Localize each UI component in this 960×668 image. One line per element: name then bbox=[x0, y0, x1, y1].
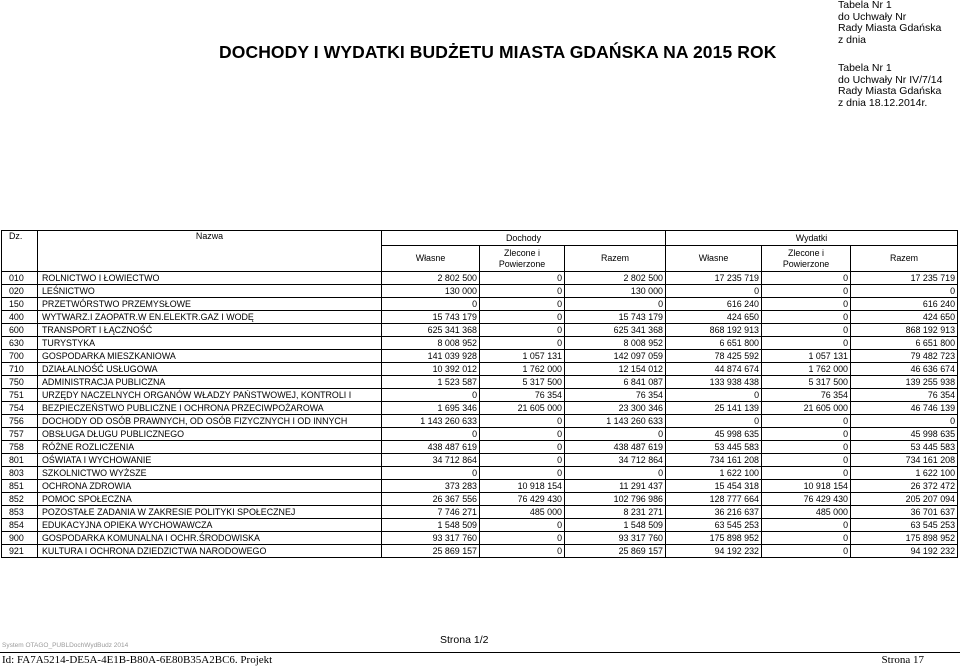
annex-note-line: Tabela Nr 1 bbox=[838, 62, 892, 74]
row-dochody-razem: 625 341 368 bbox=[565, 324, 666, 337]
annex-note-previous bbox=[838, 63, 942, 109]
row-name: URZĘDY NACZELNYCH ORGANÓW WŁADZY PAŃSTWOWEJ, KONTROLI I bbox=[38, 389, 382, 402]
table-row bbox=[2, 519, 958, 532]
row-wydatki-razem: 424 650 bbox=[851, 311, 958, 324]
annex-note-line: Rady Miasta Gdańska bbox=[838, 85, 942, 98]
row-dochody-wlasne: 0 bbox=[382, 389, 480, 402]
row-dochody-zlecone: 0 bbox=[480, 428, 565, 441]
table-row bbox=[2, 376, 958, 389]
row-wydatki-wlasne: 53 445 583 bbox=[666, 441, 762, 454]
row-name: LEŚNICTWO bbox=[38, 285, 382, 298]
annex-note-line: z dnia 18.12.2014r. bbox=[838, 96, 928, 109]
row-dochody-zlecone: 0 bbox=[480, 272, 565, 285]
row-wydatki-razem: 79 482 723 bbox=[851, 350, 958, 363]
row-dochody-zlecone: 1 057 131 bbox=[480, 350, 565, 363]
row-wydatki-wlasne: 15 454 318 bbox=[666, 480, 762, 493]
row-wydatki-razem: 734 161 208 bbox=[851, 454, 958, 467]
row-wydatki-razem: 63 545 253 bbox=[851, 519, 958, 532]
table-row bbox=[2, 272, 958, 285]
row-dz: 900 bbox=[2, 532, 38, 545]
row-name: SZKOLNICTWO WYŻSZE bbox=[38, 467, 382, 480]
row-wydatki-wlasne: 0 bbox=[666, 285, 762, 298]
row-dz: 851 bbox=[2, 480, 38, 493]
row-dochody-razem: 93 317 760 bbox=[565, 532, 666, 545]
row-wydatki-wlasne: 44 874 674 bbox=[666, 363, 762, 376]
col-header-nazwa: Nazwa bbox=[38, 231, 382, 272]
col-header-wydatki-zlecone: Zlecone i Powierzone bbox=[762, 246, 851, 272]
row-name: ADMINISTRACJA PUBLICZNA bbox=[38, 376, 382, 389]
row-wydatki-zlecone: 0 bbox=[762, 298, 851, 311]
row-dz: 751 bbox=[2, 389, 38, 402]
row-dochody-zlecone: 0 bbox=[480, 324, 565, 337]
row-dochody-wlasne: 130 000 bbox=[382, 285, 480, 298]
row-wydatki-wlasne: 175 898 952 bbox=[666, 532, 762, 545]
col-header-wydatki-razem: Razem bbox=[851, 246, 958, 272]
row-wydatki-wlasne: 6 651 800 bbox=[666, 337, 762, 350]
row-dochody-wlasne: 10 392 012 bbox=[382, 363, 480, 376]
row-dz: 020 bbox=[2, 285, 38, 298]
row-dochody-razem: 11 291 437 bbox=[565, 480, 666, 493]
row-wydatki-zlecone: 1 762 000 bbox=[762, 363, 851, 376]
row-dochody-zlecone: 1 762 000 bbox=[480, 363, 565, 376]
col-header-dz: Dz. bbox=[2, 231, 38, 272]
table-row bbox=[2, 363, 958, 376]
row-wydatki-razem: 1 622 100 bbox=[851, 467, 958, 480]
system-stamp: System OTAGO_PUBLDochWydBudz 2014 bbox=[2, 642, 129, 649]
table-row bbox=[2, 532, 958, 545]
row-wydatki-zlecone: 0 bbox=[762, 428, 851, 441]
row-wydatki-wlasne: 1 622 100 bbox=[666, 467, 762, 480]
row-dochody-zlecone: 76 429 430 bbox=[480, 493, 565, 506]
row-wydatki-zlecone: 76 354 bbox=[762, 389, 851, 402]
row-dochody-razem: 34 712 864 bbox=[565, 454, 666, 467]
row-wydatki-wlasne: 17 235 719 bbox=[666, 272, 762, 285]
row-name: TRANSPORT I ŁĄCZNOŚĆ bbox=[38, 324, 382, 337]
row-dz: 750 bbox=[2, 376, 38, 389]
row-dochody-zlecone: 0 bbox=[480, 311, 565, 324]
row-wydatki-wlasne: 94 192 232 bbox=[666, 545, 762, 558]
row-dochody-wlasne: 1 143 260 633 bbox=[382, 415, 480, 428]
table-row bbox=[2, 441, 958, 454]
annex-note-line: do Uchwały Nr IV/7/14 bbox=[838, 73, 943, 86]
row-wydatki-razem: 616 240 bbox=[851, 298, 958, 311]
row-wydatki-zlecone: 0 bbox=[762, 519, 851, 532]
budget-table bbox=[1, 230, 958, 558]
row-dochody-wlasne: 141 039 928 bbox=[382, 350, 480, 363]
row-wydatki-razem: 17 235 719 bbox=[851, 272, 958, 285]
row-wydatki-wlasne: 25 141 139 bbox=[666, 402, 762, 415]
row-dz: 921 bbox=[2, 545, 38, 558]
row-dochody-wlasne: 625 341 368 bbox=[382, 324, 480, 337]
row-dochody-wlasne: 93 317 760 bbox=[382, 532, 480, 545]
row-dochody-wlasne: 2 802 500 bbox=[382, 272, 480, 285]
footer-page-number: Strona 17 bbox=[881, 654, 924, 666]
row-wydatki-razem: 53 445 583 bbox=[851, 441, 958, 454]
annex-note-line: z dnia bbox=[838, 33, 867, 46]
row-dochody-zlecone: 10 918 154 bbox=[480, 480, 565, 493]
row-dochody-razem: 0 bbox=[565, 428, 666, 441]
table-row bbox=[2, 285, 958, 298]
row-name: GOSPODARKA MIESZKANIOWA bbox=[38, 350, 382, 363]
row-wydatki-wlasne: 78 425 592 bbox=[666, 350, 762, 363]
page-counter: Strona 1/2 bbox=[440, 634, 489, 646]
table-row bbox=[2, 467, 958, 480]
col-header-dochody-zlecone: Zlecone i Powierzone bbox=[480, 246, 565, 272]
row-wydatki-zlecone: 1 057 131 bbox=[762, 350, 851, 363]
table-row bbox=[2, 324, 958, 337]
row-dz: 150 bbox=[2, 298, 38, 311]
row-dochody-razem: 12 154 012 bbox=[565, 363, 666, 376]
row-dz: 758 bbox=[2, 441, 38, 454]
row-dochody-razem: 76 354 bbox=[565, 389, 666, 402]
row-dochody-zlecone: 0 bbox=[480, 519, 565, 532]
row-wydatki-zlecone: 0 bbox=[762, 454, 851, 467]
row-dochody-wlasne: 438 487 619 bbox=[382, 441, 480, 454]
row-name: BEZPIECZEŃSTWO PUBLICZNE I OCHRONA PRZECIWPOŻAROWA bbox=[38, 402, 382, 415]
row-dochody-razem: 1 548 509 bbox=[565, 519, 666, 532]
table-row bbox=[2, 311, 958, 324]
row-dochody-wlasne: 373 283 bbox=[382, 480, 480, 493]
row-name: POZOSTAŁE ZADANIA W ZAKRESIE POLITYKI SPOŁECZNEJ bbox=[38, 506, 382, 519]
annex-note-line: do Uchwały Nr bbox=[838, 10, 907, 23]
row-wydatki-zlecone: 0 bbox=[762, 337, 851, 350]
table-row bbox=[2, 454, 958, 467]
row-dochody-wlasne: 0 bbox=[382, 467, 480, 480]
table-row bbox=[2, 545, 958, 558]
row-dochody-razem: 15 743 179 bbox=[565, 311, 666, 324]
row-wydatki-razem: 94 192 232 bbox=[851, 545, 958, 558]
row-name: DOCHODY OD OSÓB PRAWNYCH, OD OSÓB FIZYCZNYCH I OD INNYCH bbox=[38, 415, 382, 428]
row-name: ROLNICTWO I ŁOWIECTWO bbox=[38, 272, 382, 285]
row-wydatki-zlecone: 76 429 430 bbox=[762, 493, 851, 506]
row-dochody-wlasne: 1 548 509 bbox=[382, 519, 480, 532]
row-wydatki-razem: 26 372 472 bbox=[851, 480, 958, 493]
row-dochody-wlasne: 34 712 864 bbox=[382, 454, 480, 467]
row-dochody-zlecone: 76 354 bbox=[480, 389, 565, 402]
row-wydatki-wlasne: 133 938 438 bbox=[666, 376, 762, 389]
row-wydatki-razem: 46 746 139 bbox=[851, 402, 958, 415]
row-name: PRZETWÓRSTWO PRZEMYSŁOWE bbox=[38, 298, 382, 311]
col-group-wydatki: Wydatki bbox=[666, 231, 958, 246]
row-dochody-zlecone: 0 bbox=[480, 545, 565, 558]
row-dz: 854 bbox=[2, 519, 38, 532]
row-dochody-wlasne: 0 bbox=[382, 428, 480, 441]
row-dochody-zlecone: 0 bbox=[480, 532, 565, 545]
table-row bbox=[2, 402, 958, 415]
row-dz: 600 bbox=[2, 324, 38, 337]
row-dz: 400 bbox=[2, 311, 38, 324]
row-wydatki-razem: 868 192 913 bbox=[851, 324, 958, 337]
row-dochody-razem: 2 802 500 bbox=[565, 272, 666, 285]
row-dochody-razem: 6 841 087 bbox=[565, 376, 666, 389]
row-dochody-wlasne: 1 695 346 bbox=[382, 402, 480, 415]
row-dochody-wlasne: 1 523 587 bbox=[382, 376, 480, 389]
row-dochody-zlecone: 0 bbox=[480, 285, 565, 298]
col-group-dochody: Dochody bbox=[382, 231, 666, 246]
row-wydatki-wlasne: 734 161 208 bbox=[666, 454, 762, 467]
row-dochody-zlecone: 21 605 000 bbox=[480, 402, 565, 415]
row-wydatki-razem: 45 998 635 bbox=[851, 428, 958, 441]
row-wydatki-zlecone: 485 000 bbox=[762, 506, 851, 519]
footer-divider bbox=[0, 652, 960, 653]
row-dochody-razem: 0 bbox=[565, 298, 666, 311]
row-wydatki-razem: 205 207 094 bbox=[851, 493, 958, 506]
row-name: RÓŻNE ROZLICZENIA bbox=[38, 441, 382, 454]
table-row bbox=[2, 415, 958, 428]
row-wydatki-zlecone: 0 bbox=[762, 285, 851, 298]
row-wydatki-razem: 36 701 637 bbox=[851, 506, 958, 519]
row-name: WYTWARZ.I ZAOPATR.W EN.ELEKTR.GAZ I WODĘ bbox=[38, 311, 382, 324]
annex-note-line: Tabela Nr 1 bbox=[838, 0, 892, 11]
row-wydatki-wlasne: 63 545 253 bbox=[666, 519, 762, 532]
row-wydatki-wlasne: 616 240 bbox=[666, 298, 762, 311]
row-dochody-zlecone: 0 bbox=[480, 454, 565, 467]
row-wydatki-wlasne: 424 650 bbox=[666, 311, 762, 324]
row-wydatki-wlasne: 128 777 664 bbox=[666, 493, 762, 506]
col-header-wydatki-wlasne: Własne bbox=[666, 246, 762, 272]
row-dochody-zlecone: 0 bbox=[480, 467, 565, 480]
row-dochody-razem: 130 000 bbox=[565, 285, 666, 298]
row-wydatki-zlecone: 0 bbox=[762, 415, 851, 428]
row-dz: 700 bbox=[2, 350, 38, 363]
table-row bbox=[2, 350, 958, 363]
row-dochody-wlasne: 7 746 271 bbox=[382, 506, 480, 519]
row-name: OŚWIATA I WYCHOWANIE bbox=[38, 454, 382, 467]
row-wydatki-razem: 139 255 938 bbox=[851, 376, 958, 389]
row-wydatki-razem: 0 bbox=[851, 415, 958, 428]
row-dochody-razem: 8 231 271 bbox=[565, 506, 666, 519]
row-dz: 630 bbox=[2, 337, 38, 350]
row-dochody-razem: 102 796 986 bbox=[565, 493, 666, 506]
row-wydatki-zlecone: 0 bbox=[762, 272, 851, 285]
row-wydatki-wlasne: 45 998 635 bbox=[666, 428, 762, 441]
row-wydatki-zlecone: 0 bbox=[762, 324, 851, 337]
row-dz: 803 bbox=[2, 467, 38, 480]
row-dochody-wlasne: 25 869 157 bbox=[382, 545, 480, 558]
row-wydatki-zlecone: 0 bbox=[762, 532, 851, 545]
row-dochody-razem: 25 869 157 bbox=[565, 545, 666, 558]
row-dz: 710 bbox=[2, 363, 38, 376]
annex-note-current bbox=[838, 0, 941, 46]
footer-document-id: Id: FA7A5214-DE5A-4E1B-B80A-6E80B35A2BC6. Projekt bbox=[2, 654, 273, 666]
row-name: EDUKACYJNA OPIEKA WYCHOWAWCZA bbox=[38, 519, 382, 532]
row-dochody-zlecone: 485 000 bbox=[480, 506, 565, 519]
table-row bbox=[2, 428, 958, 441]
row-dochody-zlecone: 0 bbox=[480, 415, 565, 428]
row-dochody-wlasne: 0 bbox=[382, 298, 480, 311]
col-header-dochody-razem: Razem bbox=[565, 246, 666, 272]
row-dz: 010 bbox=[2, 272, 38, 285]
table-row bbox=[2, 298, 958, 311]
row-dochody-razem: 0 bbox=[565, 467, 666, 480]
row-wydatki-wlasne: 868 192 913 bbox=[666, 324, 762, 337]
row-dochody-zlecone: 0 bbox=[480, 441, 565, 454]
row-name: TURYSTYKA bbox=[38, 337, 382, 350]
row-dochody-wlasne: 15 743 179 bbox=[382, 311, 480, 324]
row-wydatki-wlasne: 36 216 637 bbox=[666, 506, 762, 519]
row-wydatki-razem: 6 651 800 bbox=[851, 337, 958, 350]
row-dochody-razem: 142 097 059 bbox=[565, 350, 666, 363]
row-wydatki-zlecone: 0 bbox=[762, 311, 851, 324]
row-wydatki-zlecone: 21 605 000 bbox=[762, 402, 851, 415]
row-dz: 853 bbox=[2, 506, 38, 519]
row-name: GOSPODARKA KOMUNALNA I OCHR.ŚRODOWISKA bbox=[38, 532, 382, 545]
row-name: OCHRONA ZDROWIA bbox=[38, 480, 382, 493]
row-wydatki-razem: 0 bbox=[851, 285, 958, 298]
table-row bbox=[2, 506, 958, 519]
annex-note-line: Rady Miasta Gdańska bbox=[838, 22, 942, 35]
row-wydatki-zlecone: 10 918 154 bbox=[762, 480, 851, 493]
row-dochody-zlecone: 0 bbox=[480, 337, 565, 350]
row-wydatki-zlecone: 5 317 500 bbox=[762, 376, 851, 389]
table-row bbox=[2, 480, 958, 493]
row-dz: 754 bbox=[2, 402, 38, 415]
table-row bbox=[2, 337, 958, 350]
row-wydatki-zlecone: 0 bbox=[762, 467, 851, 480]
row-dz: 801 bbox=[2, 454, 38, 467]
row-wydatki-zlecone: 0 bbox=[762, 545, 851, 558]
row-name: DZIAŁALNOŚĆ USŁUGOWA bbox=[38, 363, 382, 376]
row-dz: 852 bbox=[2, 493, 38, 506]
row-dochody-razem: 8 008 952 bbox=[565, 337, 666, 350]
row-dochody-zlecone: 0 bbox=[480, 298, 565, 311]
row-wydatki-razem: 46 636 674 bbox=[851, 363, 958, 376]
row-wydatki-wlasne: 0 bbox=[666, 389, 762, 402]
row-name: OBSŁUGA DŁUGU PUBLICZNEGO bbox=[38, 428, 382, 441]
row-wydatki-wlasne: 0 bbox=[666, 415, 762, 428]
row-dochody-razem: 438 487 619 bbox=[565, 441, 666, 454]
table-row bbox=[2, 493, 958, 506]
row-dz: 756 bbox=[2, 415, 38, 428]
document-title: DOCHODY I WYDATKI BUDŻETU MIASTA GDAŃSKA NA 2015 ROK bbox=[219, 42, 777, 62]
row-dz: 757 bbox=[2, 428, 38, 441]
table-row bbox=[2, 389, 958, 402]
row-wydatki-razem: 175 898 952 bbox=[851, 532, 958, 545]
row-wydatki-razem: 76 354 bbox=[851, 389, 958, 402]
row-dochody-razem: 23 300 346 bbox=[565, 402, 666, 415]
row-dochody-zlecone: 5 317 500 bbox=[480, 376, 565, 389]
row-name: POMOC SPOŁECZNA bbox=[38, 493, 382, 506]
row-dochody-wlasne: 26 367 556 bbox=[382, 493, 480, 506]
col-header-dochody-wlasne: Własne bbox=[382, 246, 480, 272]
row-dochody-wlasne: 8 008 952 bbox=[382, 337, 480, 350]
row-dochody-razem: 1 143 260 633 bbox=[565, 415, 666, 428]
row-wydatki-zlecone: 0 bbox=[762, 441, 851, 454]
row-name: KULTURA I OCHRONA DZIEDZICTWA NARODOWEGO bbox=[38, 545, 382, 558]
